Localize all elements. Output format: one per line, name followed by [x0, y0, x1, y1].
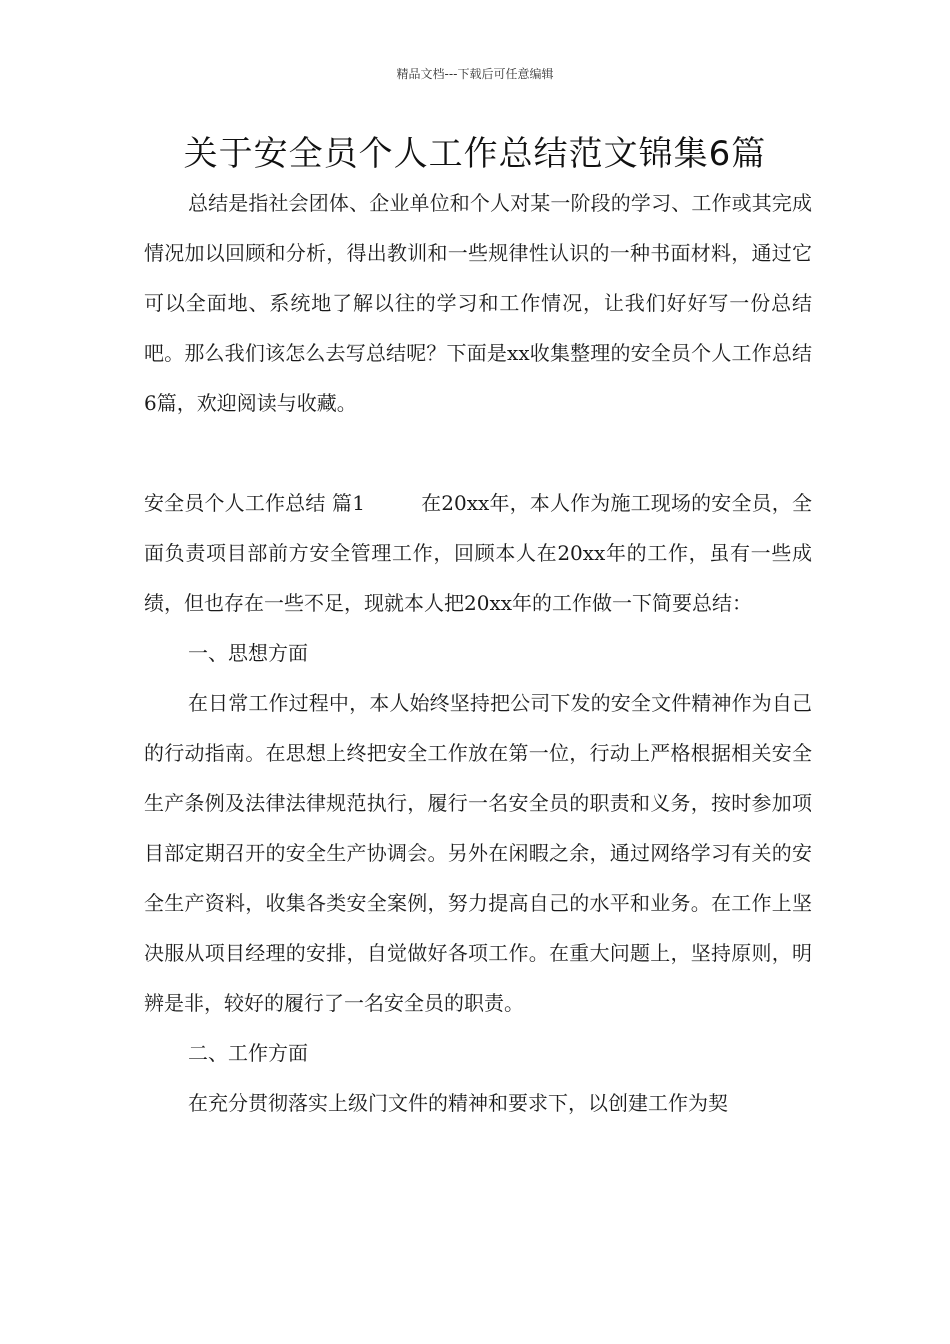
page-title: 关于安全员个人工作总结范文锦集6篇	[183, 134, 767, 174]
article-opening-paragraph	[144, 478, 812, 628]
intro-paragraph: 总结是指社会团体、企业单位和个人对某一阶段的学习、工作或其完成情况加以回顾和分析，得出教训和一些规律性认识的一种书面材料，通过它可以全面地、系统地了解以往的学习和工作情况，让我们好好写一份总结吧。那么我们该怎么去写总结呢？下面是xx收集整理的安全员个人工作总结6篇，欢迎阅读与收藏。	[144, 191, 812, 415]
section-1-paragraph: 在日常工作过程中，本人始终坚持把公司下发的安全文件精神作为自己的行动指南。在思想上终把安全工作放在第一位，行动上严格根据相关安全生产条例及法律法律规范执行，履行一名安全员的职责和义务，按时参加项目部定期召开的安全生产协调会。另外在闲暇之余，通过网络学习有关的安全生产资料，收集各类安全案例，努力提高自己的水平和业务。在工作上坚决服从项目经理的安排，自觉做好各项工作。在重大问题上，坚持原则，明辨是非，较好的履行了一名安全员的职责。	[144, 691, 812, 1015]
document-body	[144, 178, 812, 1128]
article-heading: 安全员个人工作总结 篇1	[144, 491, 365, 515]
section-2-title: 二、工作方面	[188, 1041, 308, 1065]
article-opening-text: 在20xx年，本人作为施工现场的安全员，全面负责项目部前方安全管理工作，回顾本人在20xx年的工作，虽有一些成绩，但也存在一些不足，现就本人把20xx年的工作做一下简要总结：	[144, 491, 812, 615]
paragraph-gap	[144, 428, 812, 478]
header-note: 精品文档---下载后可任意编辑	[396, 67, 554, 81]
section-2-paragraph: 在充分贯彻落实上级门文件的精神和要求下，以创建工作为契	[188, 1091, 728, 1115]
section-1-title: 一、思想方面	[188, 641, 308, 665]
